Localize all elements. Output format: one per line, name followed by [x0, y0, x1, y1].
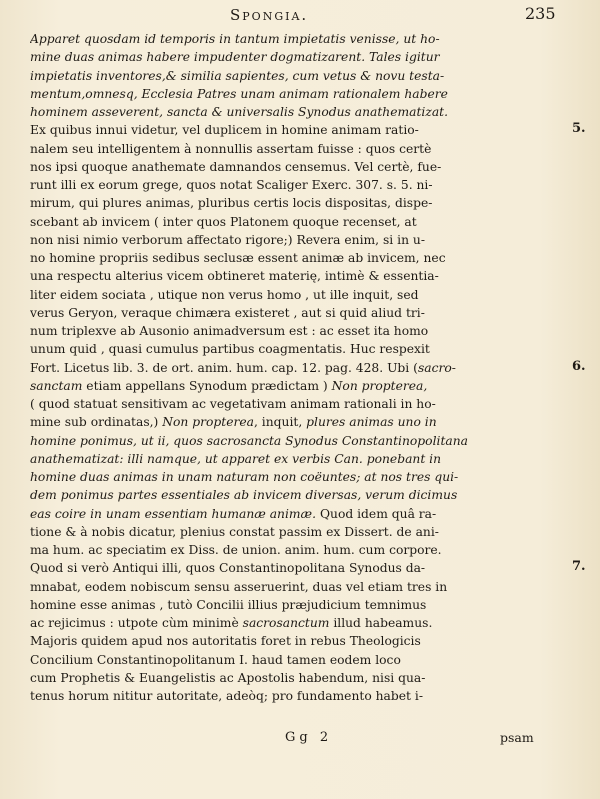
- italic-text-segment: eas coire in unam essentiam humanæ animæ.: [30, 506, 317, 521]
- italic-text-segment: sacro-: [417, 360, 456, 375]
- text-line: [30, 121, 564, 139]
- text-line: [30, 158, 564, 176]
- text-line: [30, 395, 564, 413]
- text-line: [30, 578, 564, 596]
- text-segment: scebant ab invicem ( inter quos Platonem quoque recenset, at: [30, 214, 417, 229]
- text-segment: Ex quibus innui videtur, vel duplicem in homine animam ratio-: [30, 123, 419, 138]
- text-segment: ac rejicimus : utpote cùm minimè: [30, 616, 243, 630]
- text-line: [30, 103, 564, 121]
- text-line: [30, 286, 564, 304]
- text-line: [30, 194, 564, 212]
- text-segment: mnabat, eodem nobiscum sensu asseruerint, duas vel etiam tres in: [30, 579, 448, 594]
- text-segment: mirum, qui plures animas, pluribus certis locis dispositas, dispe-: [30, 196, 433, 211]
- text-segment: num triplexve ab Ausonio animadversum est : ac esset ita homo: [30, 324, 429, 338]
- text-segment: Concilium Constantinopolitanum I. haud tamen eodem loco: [30, 652, 401, 667]
- text-segment: homine esse animas , tutò Concilii illius præjudicium temnimus: [30, 597, 427, 612]
- text-line: [30, 468, 564, 486]
- text-line: [30, 651, 564, 669]
- body-text: [30, 30, 564, 705]
- text-segment: ma hum. ac speciatim ex Diss. de union. anim. hum. cum corpore.: [30, 543, 442, 557]
- text-segment: nalem seu intelligentem à nonnullis assertam fuisse : quos certè: [30, 141, 432, 156]
- italic-text-segment: homine ponimus, ut ii, quos sacrosancta Synodus Constantinopolitana: [30, 433, 468, 448]
- text-segment: no homine propriis sedibus seclusæ essent animæ ab invicem, nec: [30, 251, 446, 265]
- italic-text-segment: plures animas uno in: [306, 415, 437, 430]
- text-line: [30, 486, 564, 504]
- text-segment: unum quid , quasi cumulus partibus coagmentatis. Huc respexit: [30, 342, 430, 357]
- text-line: [30, 505, 564, 523]
- italic-text-segment: Non propterea,: [331, 378, 428, 393]
- text-segment: una respectu alterius vicem obtineret materię, intimè & essentia-: [30, 269, 439, 284]
- italic-text-segment: hominem asseverent, sancta & universalis Synodus anathematizat.: [30, 105, 449, 119]
- text-line: [30, 304, 564, 322]
- text-line: [30, 30, 564, 48]
- italic-text-segment: homine duas animas in unam naturam non coëuntes; at nos tres qui-: [30, 470, 459, 484]
- text-segment: Quod idem quâ ra-: [316, 506, 437, 521]
- text-segment: Quod si verò Antiqui illi, quos Constantinopolitana Synodus da-: [30, 561, 426, 576]
- catchword: psam: [500, 730, 534, 745]
- text-segment: Majoris quidem apud nos autoritatis foret in rebus Theologicis: [30, 634, 421, 649]
- text-segment: Fort. Licetus lib. 3. de ort. anim. hum. cap. 12. pag. 428. Ubi (: [30, 360, 418, 375]
- text-segment: runt illi ex eorum grege, quos notat Scaliger Exerc. 307. s. 5. ni-: [30, 178, 433, 192]
- text-line: [30, 541, 564, 559]
- text-line: [30, 176, 564, 194]
- text-segment: liter eidem sociata , utique non verus homo , ut ille inquit, sed: [30, 287, 419, 302]
- italic-text-segment: sacrosanctum: [242, 616, 330, 630]
- text-line: [30, 450, 564, 468]
- text-line: [30, 413, 564, 431]
- page-number: 235: [525, 4, 556, 23]
- text-line: [30, 632, 564, 650]
- text-line: [30, 687, 564, 705]
- margin-note: 5.: [572, 121, 586, 137]
- text-line: [30, 85, 564, 103]
- text-segment: non nisi nimio verborum affectato rigore;) Revera enim, si in u-: [30, 232, 425, 247]
- text-segment: etiam appellans Synodum prædictam ): [82, 378, 332, 393]
- italic-text-segment: mentum,omnesq, Ecclesia Patres unam animam rationalem habere: [30, 86, 448, 101]
- text-line: [30, 669, 564, 687]
- italic-text-segment: mine duas animas habere impudenter dogmatizarent. Tales igitur: [30, 50, 440, 65]
- italic-text-segment: Apparet quosdam id temporis in tantum impietatis venisse, ut ho-: [30, 32, 440, 46]
- margin-note: 7.: [572, 559, 586, 575]
- signature-mark: Gg 2: [285, 730, 333, 745]
- text-segment: , inquit,: [253, 415, 307, 430]
- page-footer: [0, 730, 600, 750]
- text-line: [30, 614, 564, 632]
- italic-text-segment: Non propterea: [162, 415, 254, 430]
- text-line: [30, 267, 564, 285]
- text-line: [30, 140, 564, 158]
- text-segment: mine sub ordinatas,): [30, 415, 163, 430]
- text-line: [30, 432, 564, 450]
- page-header: [0, 4, 600, 30]
- text-line: [30, 359, 564, 377]
- italic-text-segment: sanctam: [30, 378, 83, 393]
- text-segment: ( quod statuat sensitivam ac vegetativam animam rationali in ho-: [30, 397, 436, 411]
- text-segment: nos ipsi quoque anathemate damnandos censemus. Vel certè, fue-: [30, 159, 442, 174]
- text-line: [30, 67, 564, 85]
- text-line: [30, 523, 564, 541]
- text-line: [30, 213, 564, 231]
- text-segment: cum Prophetis & Euangelistis ac Apostolis habendum, nisi qua-: [30, 670, 426, 685]
- text-segment: tenus horum nititur autoritate, adeòq; pro fundamento habet i-: [30, 689, 423, 703]
- text-line: [30, 322, 564, 340]
- text-segment: verus Geryon, veraque chimæra existeret , aut si quid aliud tri-: [30, 305, 425, 320]
- running-head: Spongia.: [230, 6, 309, 24]
- text-segment: tione & à nobis dicatur, plenius constat passim ex Dissert. de ani-: [30, 524, 439, 539]
- text-line: [30, 559, 564, 577]
- text-line: [30, 377, 564, 395]
- text-line: [30, 231, 564, 249]
- text-line: [30, 596, 564, 614]
- margin-note: 6.: [572, 358, 586, 374]
- text-line: [30, 340, 564, 358]
- text-line: [30, 249, 564, 267]
- italic-text-segment: impietatis inventores,& similia sapientes, cum vetus & novu testa-: [30, 68, 445, 83]
- text-line: [30, 48, 564, 66]
- italic-text-segment: anathematizat: illi namque, ut apparet ex verbis Can. ponebant in: [30, 451, 442, 466]
- italic-text-segment: dem ponimus partes essentiales ab invicem diversas, verum dicimus: [30, 488, 458, 503]
- text-segment: illud habeamus.: [329, 616, 433, 630]
